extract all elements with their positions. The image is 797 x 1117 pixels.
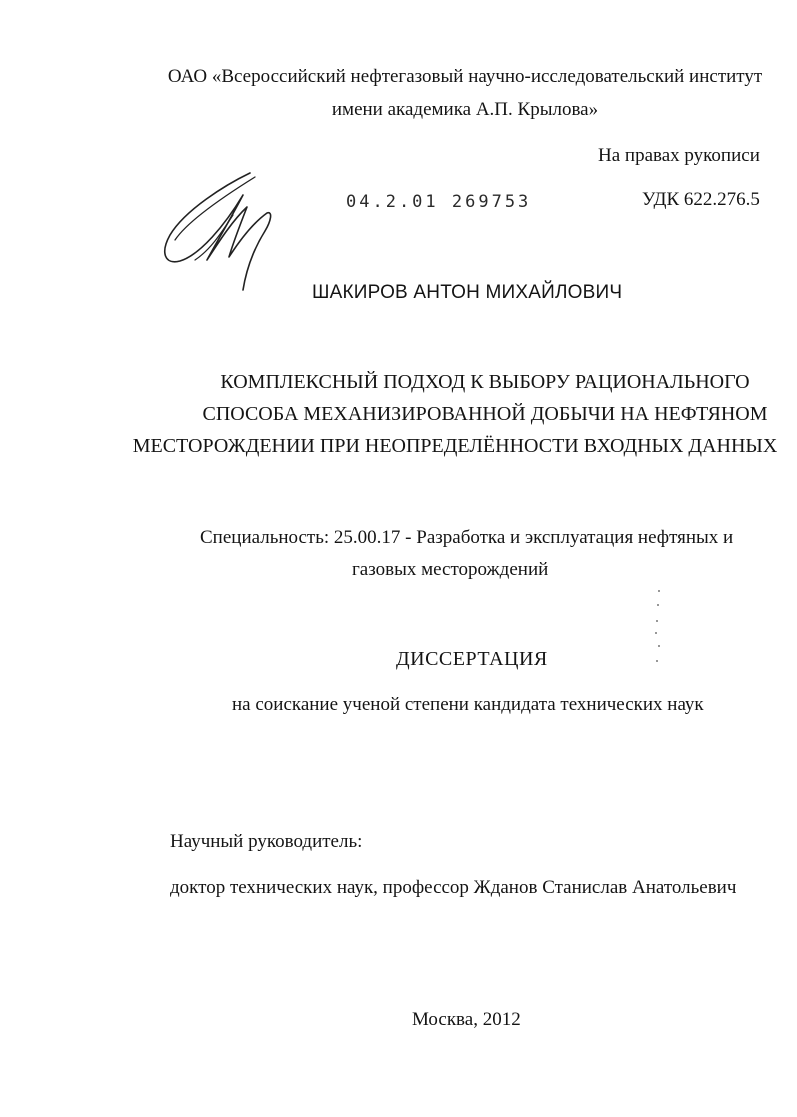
title-line-2: СПОСОБА МЕХАНИЗИРОВАННОЙ ДОБЫЧИ НА НЕФТЯНОМ — [202, 403, 768, 425]
registration-number: 04.2.01 269753 — [346, 192, 532, 212]
signature-icon — [155, 165, 295, 295]
organization-line-2: имени академика А.П. Крылова» — [331, 99, 599, 120]
degree-line: на соискание ученой степени кандидата технических наук — [232, 694, 704, 715]
specialty-line-1: Специальность: 25.00.17 - Разработка и эксплуатация нефтяных и — [200, 527, 734, 548]
scan-marks — [640, 590, 670, 680]
author-name: ШАКИРОВ АНТОН МИХАЙЛОВИЧ — [312, 282, 623, 303]
city-year: Москва, 2012 — [412, 1009, 521, 1030]
title-line-1: КОМПЛЕКСНЫЙ ПОДХОД К ВЫБОРУ РАЦИОНАЛЬНОГО — [220, 371, 750, 393]
supervisor-label: Научный руководитель: — [170, 831, 363, 852]
organization-line-1: ОАО «Всероссийский нефтегазовый научно-исследовательский институт — [167, 66, 763, 87]
udk-code: УДК 622.276.5 — [642, 189, 760, 210]
rights-notice: На правах рукописи — [598, 145, 760, 166]
title-line-3: МЕСТОРОЖДЕНИИ ПРИ НЕОПРЕДЕЛЁННОСТИ ВХОДНЫХ ДАННЫХ — [132, 435, 778, 457]
supervisor-name: доктор технических наук, профессор Жданов Станислав Анатольевич — [170, 877, 737, 898]
dissertation-heading: ДИССЕРТАЦИЯ — [396, 648, 548, 670]
specialty-line-2: газовых месторождений — [352, 559, 549, 580]
